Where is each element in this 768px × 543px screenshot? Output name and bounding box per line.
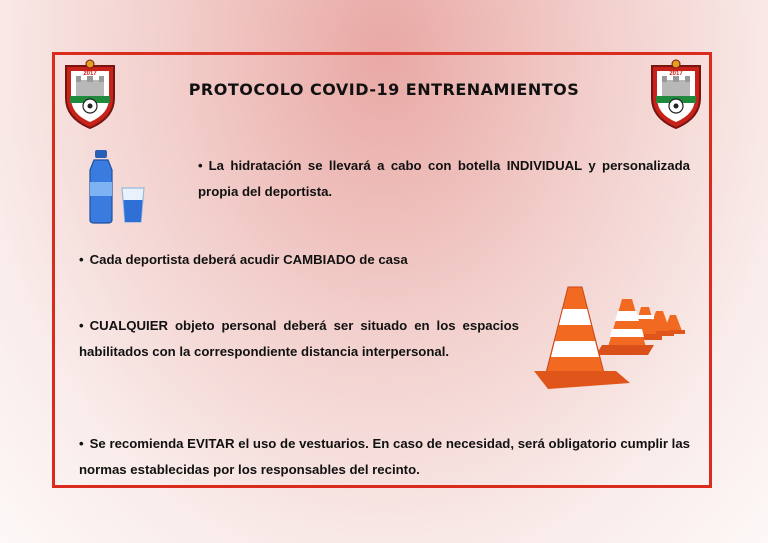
list-item <box>79 313 519 365</box>
list-item-text: CUALQUIER objeto personal deberá ser situado en los espacios habilitados con la correspondiente distancia interpersonal. <box>79 318 519 359</box>
list-item <box>79 247 599 273</box>
water-bottle-icon <box>82 148 154 224</box>
list-item <box>198 153 690 205</box>
club-crest-icon <box>648 58 704 130</box>
bullet-symbol: • <box>198 158 203 173</box>
crest-year: 2017 <box>83 71 97 77</box>
list-item-text: La hidratación se llevará a cabo con botella INDIVIDUAL y personalizada propia del deportista. <box>198 158 690 199</box>
list-item-text: Cada deportista deberá acudir CAMBIADO de casa <box>89 252 408 267</box>
club-crest-icon <box>62 58 118 130</box>
traffic-cones-icon <box>530 285 690 397</box>
list-item <box>79 431 690 483</box>
crest-year: 2017 <box>669 71 683 77</box>
bullet-symbol: • <box>79 436 84 451</box>
list-item-text: Se recomienda EVITAR el uso de vestuarios. En caso de necesidad, será obligatorio cumplir las normas establecidas por los responsables del recinto. <box>79 436 690 477</box>
bullet-symbol: • <box>79 318 84 333</box>
bullet-symbol: • <box>79 252 84 267</box>
page-title: PROTOCOLO COVID-19 ENTRENAMIENTOS <box>188 80 580 99</box>
